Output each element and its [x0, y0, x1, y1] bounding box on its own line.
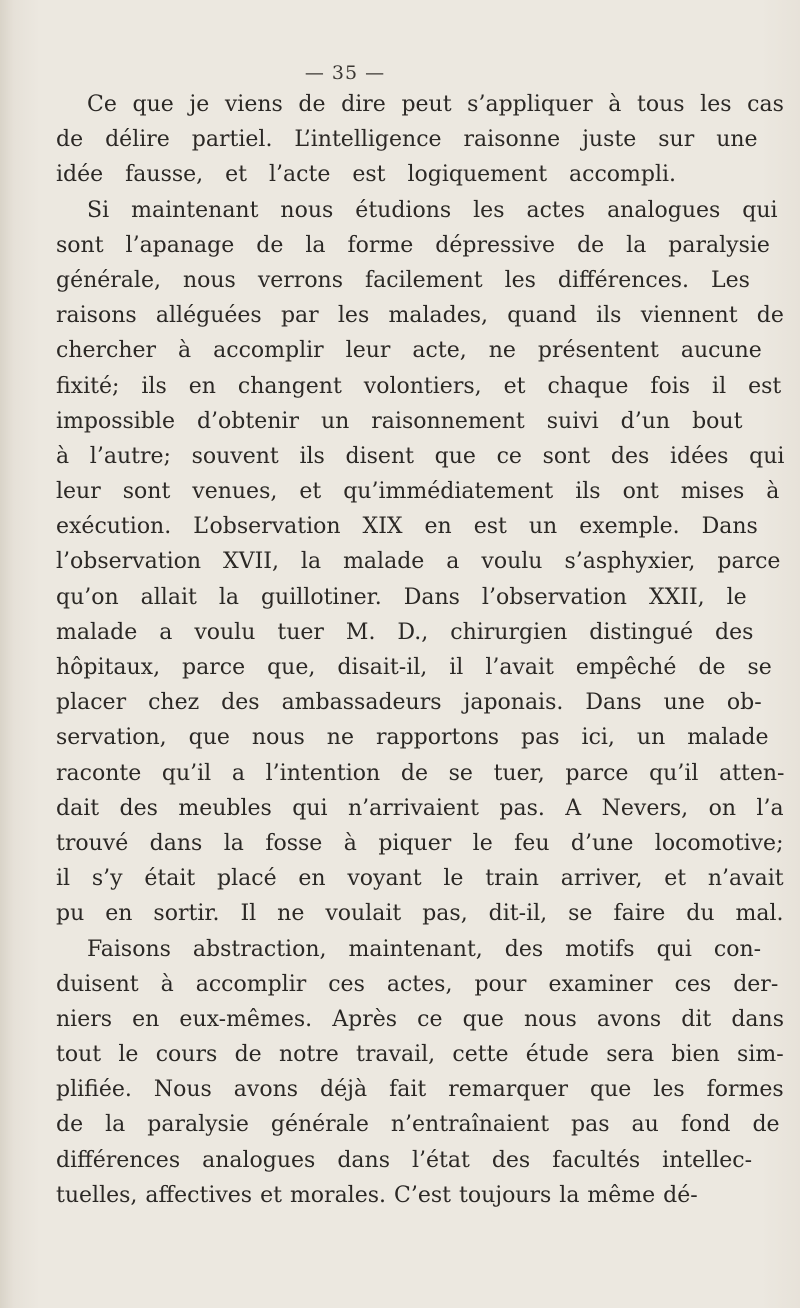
- text-line: à l’autre; souvent ils disent que ce sont des idées qui: [56, 443, 784, 469]
- text-line: placer chez des ambassadeurs japonais. Dans une ob-: [56, 690, 762, 716]
- text-line: idée fausse, et l’acte est logiquement accompli.: [56, 162, 677, 188]
- text-line: servation, que nous ne rapportons pas ici, un malade: [56, 725, 769, 751]
- text-line: impossible d’obtenir un raisonnement suivi d’un bout: [56, 408, 743, 434]
- text-line: il s’y était placé en voyant le train arriver, et n’avait: [56, 866, 784, 892]
- text-line: dait des meubles qui n’arrivaient pas. A Nevers, on l’a: [56, 795, 784, 821]
- text-line: leur sont venues, et qu’immédiatement ils ont mises à: [56, 479, 780, 505]
- text-line: hôpitaux, parce que, disait-il, il l’avait empêché de se: [56, 655, 772, 680]
- text-line: malade a voulu tuer M. D., chirurgien distingué des: [56, 619, 754, 645]
- text-line: tuelles, affectives et morales. C’est toujours la même dé-: [56, 1182, 698, 1208]
- text-line: Si maintenant nous étudions les actes analogues qui: [87, 197, 778, 223]
- text-line: de délire partiel. L’intelligence raisonne juste sur une: [56, 127, 758, 153]
- text-line: raconte qu’il a l’intention de se tuer, parce qu’il atten-: [56, 760, 784, 786]
- text-line: l’observation XVII, la malade a voulu s’asphyxier, parce: [56, 549, 781, 575]
- text-line: raisons alléguées par les malades, quand ils viennent de: [56, 303, 784, 329]
- body-text: [56, 87, 784, 1213]
- text-line: trouvé dans la fosse à piquer le feu d’une locomotive;: [56, 830, 784, 856]
- text-line: différences analogues dans l’état des facultés intellec-: [56, 1147, 753, 1173]
- text-line: plifiée. Nous avons déjà fait remarquer que les formes: [56, 1077, 784, 1103]
- text-line: Ce que je viens de dire peut s’appliquer à tous les cas: [87, 92, 784, 117]
- text-line: sont l’apanage de la forme dépressive de la paralysie: [56, 232, 770, 258]
- text-line: niers en eux-mêmes. Après ce que nous avons dit dans: [56, 1006, 784, 1032]
- text-line: exécution. L’observation XIX en est un exemple. Dans: [56, 514, 758, 540]
- text-line: pu en sortir. Il ne voulait pas, dit-il, se faire du mal.: [56, 901, 784, 927]
- text-line: tout le cours de notre travail, cette étude sera bien sim-: [56, 1042, 784, 1068]
- text-line: Faisons abstraction, maintenant, des motifs qui con-: [87, 936, 762, 962]
- text-line: qu’on allait la guillotiner. Dans l’observation XXII, le: [56, 584, 747, 610]
- text-line: de la paralysie générale n’entraînaient pas au fond de: [56, 1112, 780, 1138]
- text-line: duisent à accomplir ces actes, pour examiner ces der-: [56, 971, 779, 997]
- text-line: fixité; ils en changent volontiers, et chaque fois il est: [56, 373, 782, 399]
- text-line: chercher à accomplir leur acte, ne présentent aucune: [56, 338, 762, 364]
- page-number: — 35 —: [304, 62, 386, 84]
- text-line: générale, nous verrons facilement les différences. Les: [56, 267, 750, 293]
